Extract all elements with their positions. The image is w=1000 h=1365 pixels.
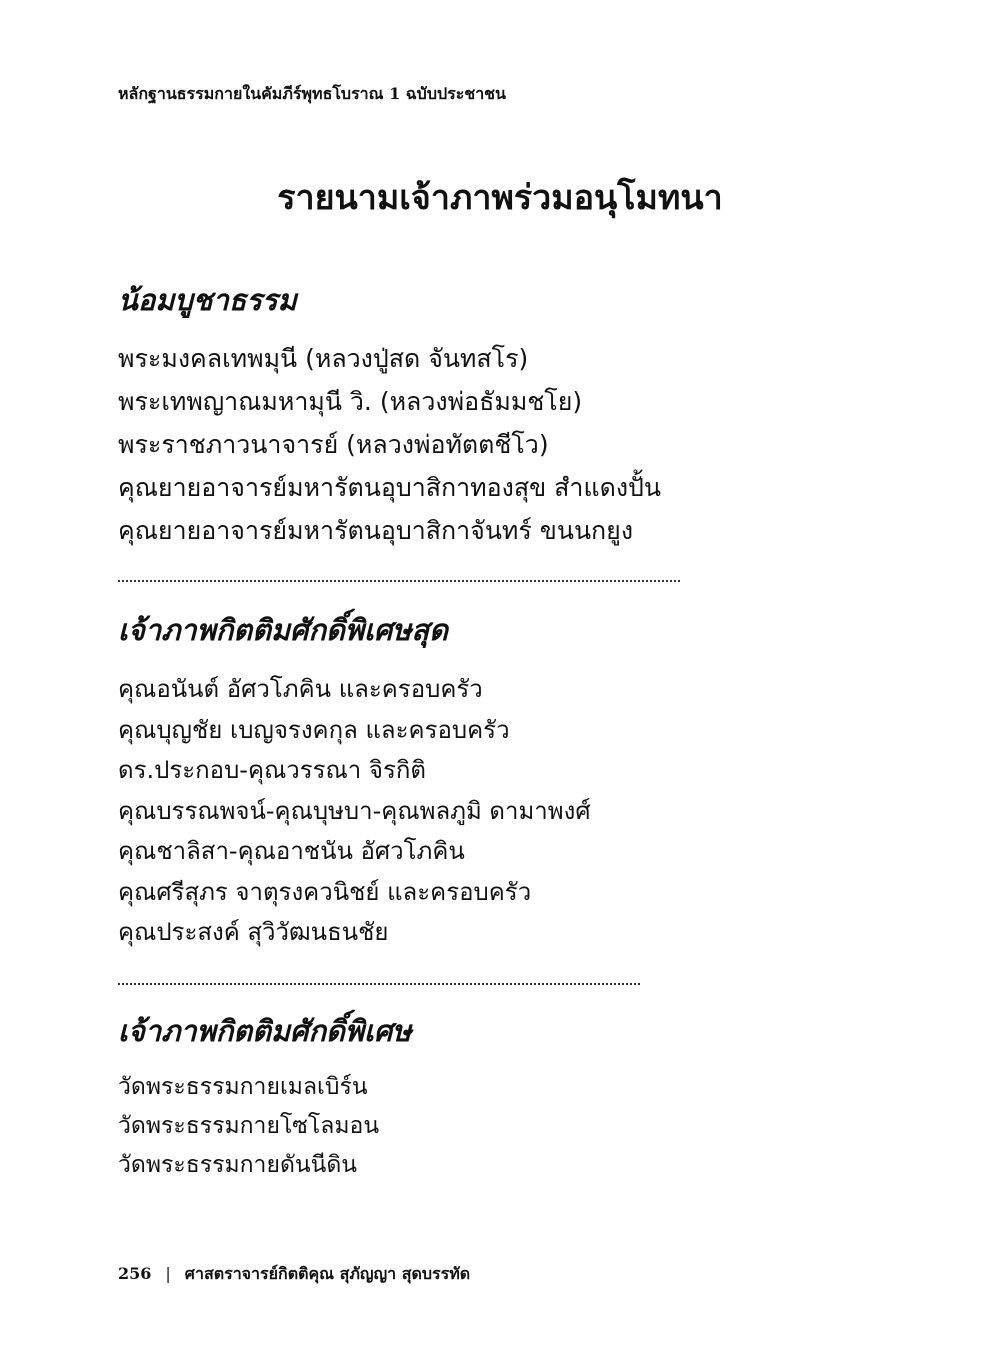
section-divider	[118, 580, 680, 582]
list-item: คุณชาลิสา-คุณอาชนัน อัศวโภคิน	[118, 837, 465, 865]
section-heading-supreme-honorary-hosts: เจ้าภาพกิตติมศักดิ์พิเศษสุด	[118, 613, 448, 647]
list-item: พระราชภาวนาจารย์ (หลวงพ่อทัตตชีโว)	[118, 430, 549, 459]
list-item: คุณศรีสุภร จาตุรงควนิชย์ และครอบครัว	[118, 877, 532, 906]
list-item: วัดพระธรรมกายเมลเบิร์น	[118, 1074, 368, 1100]
footer-author: ศาสตราจารย์กิตติคุณ สุภัญญา สุดบรรทัด	[184, 1264, 471, 1283]
page-title: รายนามเจ้าภาพร่วมอนุโมทนา	[277, 178, 723, 218]
section-heading-homage: น้อมบูชาธรรม	[118, 283, 297, 317]
list-item: พระเทพญาณมหามุนี วิ. (หลวงพ่อธัมมชโย)	[118, 387, 583, 416]
list-item: พระมงคลเทพมุนี (หลวงปู่สด จันทสโร)	[118, 344, 529, 373]
supreme-honorary-hosts-list	[118, 669, 591, 953]
section-divider	[118, 983, 640, 985]
section-heading-special-honorary-hosts: เจ้าภาพกิตติมศักดิ์พิเศษ	[118, 1014, 412, 1048]
list-item: คุณยายอาจารย์มหารัตนอุบาสิกาจันทร์ ขนนกยูง	[118, 516, 634, 545]
list-item: คุณอนันต์ อัศวโภคิน และครอบครัว	[118, 675, 483, 703]
list-item: วัดพระธรรมกายโซโลมอน	[118, 1113, 380, 1139]
special-honorary-hosts-list	[118, 1068, 379, 1185]
list-item: ดร.ประกอบ-คุณวรรณา จิรกิติ	[118, 756, 426, 784]
running-footer	[118, 1262, 470, 1287]
running-header: หลักฐานธรรมกายในคัมภีร์พุทธโบราณ 1 ฉบับประชาชน	[118, 84, 506, 103]
list-item: คุณบุญชัย เบญจรงคกุล และครอบครัว	[118, 715, 510, 744]
list-item: คุณยายอาจารย์มหารัตนอุบาสิกาทองสุข สำแดงปั้น	[118, 473, 661, 502]
footer-separator: |	[165, 1264, 171, 1283]
homage-name-list	[118, 337, 661, 552]
list-item: คุณบรรณพจน์-คุณบุษบา-คุณพลภูมิ ดามาพงศ์	[118, 796, 591, 825]
list-item: คุณประสงค์ สุวิวัฒนธนชัย	[118, 918, 389, 946]
list-item: วัดพระธรรมกายดันนีดิน	[118, 1152, 357, 1178]
page-number: 256	[118, 1264, 152, 1283]
